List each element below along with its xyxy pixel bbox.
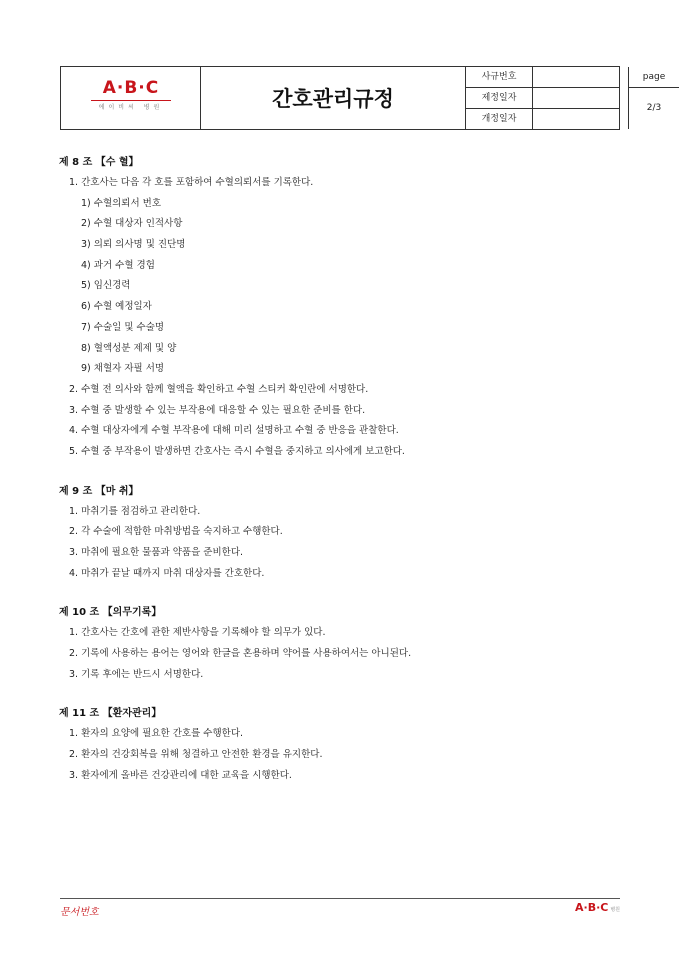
- enactment-date-label: 제정일자: [466, 88, 533, 109]
- article-item: 3. 환자에게 올바른 건강관리에 대한 교육을 시행한다.: [69, 769, 292, 781]
- logo-mark: A·B·C: [102, 78, 160, 98]
- header-row-divider: [466, 108, 619, 109]
- regulation-number-label: 사규번호: [466, 67, 533, 88]
- article-subitem: 1) 수혈의뢰서 번호: [81, 197, 162, 209]
- logo-underline: [91, 100, 171, 101]
- logo-subtitle: 에이비씨 병원: [98, 104, 164, 111]
- article-10: [59, 603, 599, 685]
- article-item: 4. 수혈 대상자에게 수혈 부작용에 대해 미리 설명하고 수혈 중 반응을 관찰한다.: [69, 425, 399, 437]
- footer-document-number: 문서번호: [60, 907, 99, 918]
- article-subitem: 5) 임신경력: [81, 280, 131, 292]
- article-item: 1. 환자의 요양에 필요한 간호를 수행한다.: [69, 728, 244, 740]
- article-item: 3. 마취에 필요한 물품과 약품을 준비한다.: [69, 547, 244, 558]
- document-header-table: [60, 66, 666, 130]
- article-item: 2. 수혈 전 의사와 함께 혈액을 확인하고 수혈 스티커 확인란에 서명한다.: [69, 383, 369, 395]
- article-subitem: 4) 과거 수혈 경험: [81, 259, 155, 271]
- revision-date-value: [533, 109, 629, 129]
- hospital-logo: [61, 67, 201, 129]
- article-item: 2. 기록에 사용하는 용어는 영어와 한글을 혼용하며 약어를 사용하여서는 아니된다.: [69, 648, 412, 660]
- article-item: 2. 각 수술에 적합한 마취방법을 숙지하고 수행한다.: [69, 526, 283, 538]
- article-item: 5. 수혈 중 부작용이 발생하면 간호사는 즉시 수혈을 중지하고 의사에게 보고한다.: [69, 445, 405, 457]
- regulation-number-value: [533, 67, 629, 88]
- article-spacer: [59, 463, 599, 482]
- article-title: 제 9 조 【마 취】: [59, 485, 139, 497]
- article-spacer: [59, 584, 599, 603]
- article-9: [59, 482, 599, 585]
- article-item: 2. 환자의 건강회복을 위해 청결하고 안전한 환경을 유지한다.: [69, 749, 323, 761]
- article-item: 3. 수혈 중 발생할 수 있는 부작용에 대응할 수 있는 필요한 준비를 한다.: [69, 404, 366, 416]
- article-8: [59, 153, 599, 463]
- article-item: 1. 간호사는 간호에 관한 제반사항을 기록해야 할 의무가 있다.: [69, 627, 326, 639]
- article-subitem: 2) 수혈 대상자 인적사항: [81, 218, 183, 230]
- footer-logo: [575, 901, 620, 914]
- article-subitem: 6) 수혈 예정일자: [81, 301, 152, 313]
- document-title: 간호관리규정: [272, 87, 394, 111]
- enactment-date-value: [533, 88, 629, 109]
- article-subitem: 7) 수술일 및 수술명: [81, 321, 165, 333]
- header-row-divider: [466, 87, 619, 88]
- article-item: 1. 간호사는 다음 각 호를 포함하여 수혈의뢰서를 기록한다.: [69, 177, 314, 188]
- article-title: 제 11 조 【환자관리】: [59, 708, 162, 720]
- article-11: [59, 704, 599, 786]
- article-item: 1. 마취기를 점검하고 관리한다.: [69, 505, 201, 517]
- page-label: page: [642, 72, 666, 82]
- article-subitem: 9) 채혈자 자필 서명: [81, 363, 165, 375]
- document-title-cell: [201, 67, 466, 129]
- revision-date-label: 개정일자: [466, 109, 533, 129]
- footer-logo-subtitle: 병원: [610, 907, 620, 913]
- article-title: 제 10 조 【의무기록】: [59, 607, 162, 619]
- article-subitem: 3) 의뢰 의사명 및 진단명: [81, 239, 186, 251]
- page-number: 2/3: [646, 103, 662, 113]
- article-item: 3. 기록 후에는 반드시 서명한다.: [69, 668, 204, 680]
- article-title: 제 8 조 【수 혈】: [59, 157, 139, 168]
- article-item: 4. 마취가 끝날 때까지 마취 대상자를 간호한다.: [69, 567, 265, 579]
- article-spacer: [59, 685, 599, 704]
- footer-logo-mark: A·B·C: [575, 901, 609, 914]
- regulation-body: [59, 153, 599, 787]
- footer-divider: [60, 898, 620, 899]
- article-subitem: 8) 혈액성분 제제 및 양: [81, 342, 177, 354]
